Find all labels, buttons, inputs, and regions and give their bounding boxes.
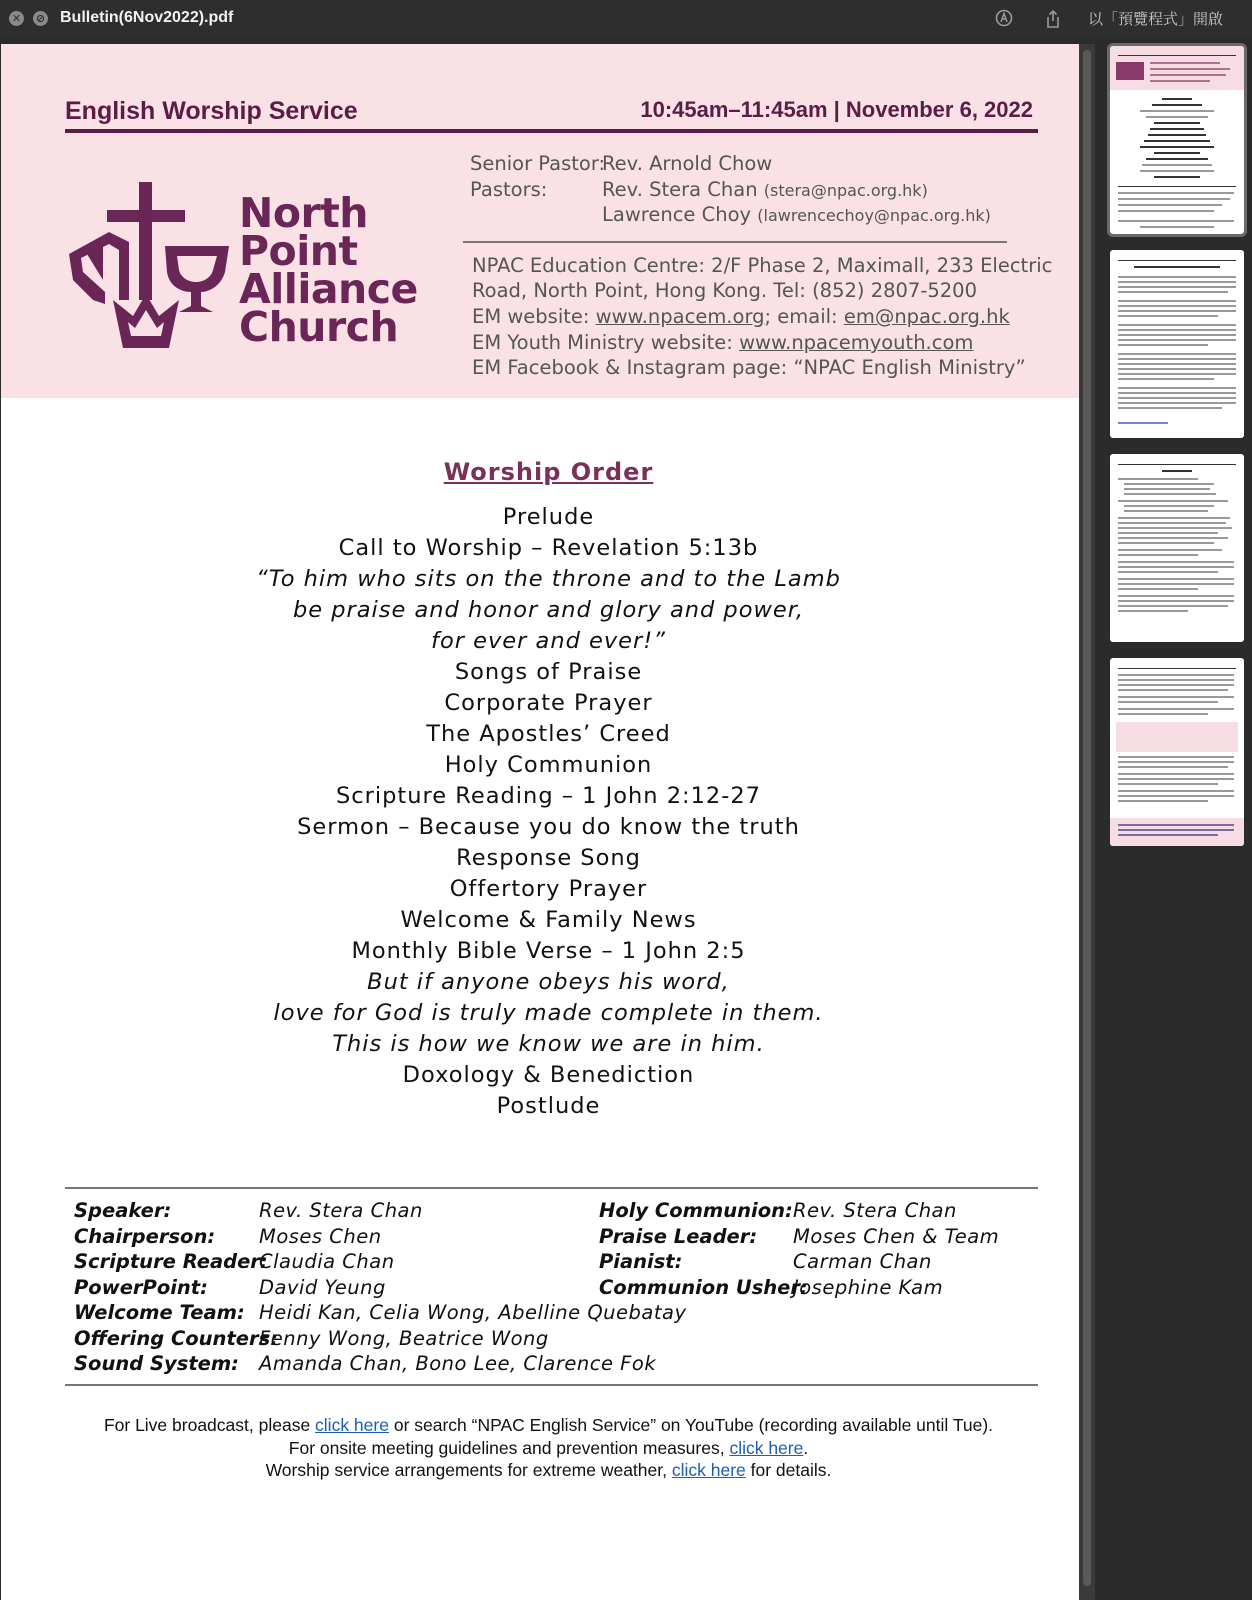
thumbnail-line [1140,146,1214,148]
role-label: Welcome Team: [74,1301,245,1324]
thumbnail-line [1118,679,1234,681]
document-title: Bulletin(6Nov2022).pdf [60,9,234,26]
thumbnail-line [1118,549,1222,551]
worship-order-heading: Worship Order [443,458,654,486]
thumbnail-line [1118,554,1198,556]
page-thumbnail-4[interactable] [1110,658,1244,846]
thumbnail-line [1140,170,1214,172]
thumbnail-line [1118,334,1236,336]
thumbnail-line [1118,532,1218,534]
role-person: Carman Chan [793,1250,932,1273]
thumbnail-line [1124,483,1214,485]
facebook-line: EM Facebook & Instagram page: “NPAC English Ministry” [472,356,1026,379]
page-thumbnail-1[interactable] [1110,46,1244,234]
thumbnail-line [1118,561,1234,563]
thumbnail-line [1118,324,1236,326]
thumbnail-line [1162,470,1192,472]
thumbnail-line [1118,500,1228,502]
scrollbar-thumb[interactable] [1083,50,1091,1586]
service-title: English Worship Service [65,97,358,125]
pastor-2 [602,203,991,226]
thumbnail-line [1140,226,1214,228]
thumbnail-line [1118,790,1234,792]
thumbnail-line [1118,674,1234,676]
thumbnail-highlight-box [1116,722,1238,752]
thumbnail-line [1150,74,1226,76]
footer-text: for details. [745,1460,832,1480]
worship-order-item: Offertory Prayer [449,876,648,902]
role-person: Amanda Chan, Bono Lee, Clarence Fok [259,1352,657,1375]
share-icon[interactable] [1043,9,1063,29]
role-label: Holy Communion: [599,1199,793,1222]
thumbnail-line [1124,505,1214,507]
thumbnail-line [1118,689,1228,691]
thumbnail-line [1118,578,1234,580]
thumbnail-line [1140,110,1214,112]
role-person: Moses Chen & Team [793,1224,1000,1248]
thumbnail-line [1118,344,1208,346]
thumbnail-line [1118,220,1234,222]
guidelines-link[interactable]: click here [729,1438,804,1458]
markup-icon[interactable] [994,9,1014,29]
open-in-preview-button[interactable]: 以「預覽程式」開啟 [1088,10,1224,28]
scripture-verse-line: for ever and ever!” [431,628,666,654]
footer-broadcast-line [1,1415,1079,1436]
minimize-icon[interactable]: ⊘ [33,11,48,26]
website-label: EM website: [472,305,596,328]
footer-text: For Live broadcast, please [103,1415,316,1435]
role-label: Scripture Reader: [74,1250,268,1273]
thumbnail-line [1154,122,1200,124]
church-logo-icon [69,182,229,348]
thumbnail-line [1146,158,1208,160]
role-label: Chairperson: [74,1224,216,1248]
scripture-verse-line: “To him who sits on the throne and to the Lamb [256,566,841,592]
header-divider [65,129,1038,133]
thumbnail-line [1118,701,1218,703]
thumbnail-line [1118,353,1236,355]
window-titlebar [0,0,1252,38]
thumbnail-line [1118,610,1188,612]
thumbnail-line [1118,566,1234,568]
thumbnail-line [1118,696,1234,698]
thumbnail-line [1118,537,1228,539]
role-label: Offering Counters: [74,1326,279,1350]
thumbnail-line [1124,488,1210,490]
thumbnail-line [1118,783,1218,785]
worship-order-item: Corporate Prayer [444,690,653,716]
worship-order-item: Scripture Reading – 1 John 2:12-27 [336,783,761,809]
thumbnail-line [1118,522,1226,524]
email-link[interactable]: em@npac.org.hk [843,305,1010,328]
thumbnail-line [1118,407,1222,409]
worship-order-item: Doxology & Benediction [402,1062,695,1088]
thumbnail-line [1118,464,1236,465]
thumbnail-line [1152,104,1202,106]
role-person: Josephine Kam [793,1275,944,1299]
thumbnail-line [1118,55,1236,56]
close-icon[interactable]: ✕ [9,11,24,26]
pastor-1 [602,178,928,201]
thumbnail-line [1150,80,1210,82]
pastor-2-email: (lawrencechoy@npac.org.hk) [757,206,991,225]
thumbnail-line [1118,795,1234,797]
thumbnail-line [1118,373,1236,375]
page-thumbnail-3[interactable] [1110,454,1244,642]
thumbnail-line [1118,276,1236,278]
pastor-1-name: Rev. Stera Chan [602,178,758,201]
thumbnail-logo [1116,62,1144,80]
email-label: ; email: [764,305,844,328]
footer-text: Worship service arrangements for extreme weather, [265,1460,672,1480]
thumbnail-line [1118,286,1236,288]
thumbnail-line [1154,176,1200,178]
role-person: Fenny Wong, Beatrice Wong [259,1326,549,1350]
page-thumbnail-2[interactable] [1110,250,1244,438]
thumbnail-line [1118,402,1236,404]
role-label: PowerPoint: [74,1275,208,1299]
logo-text-line: Alliance [239,265,418,313]
role-label: Communion Usher: [599,1275,808,1299]
thumbnail-line [1118,291,1228,293]
thumbnail-footer-box [1110,818,1244,846]
thumbnail-line [1118,668,1236,669]
website-link[interactable]: www.npacem.org [595,305,765,328]
worship-order-item: Prelude [502,504,595,530]
thumbnail-line [1118,281,1236,283]
footer-text: For onsite meeting guidelines and prevention measures, [288,1438,730,1458]
thumbnail-line [1142,164,1212,166]
thumbnail-line [1118,588,1198,590]
worship-order-item: Welcome & Family News [400,907,697,933]
worship-order-item: Sermon – Because you do know the truth [297,814,800,840]
contact-divider [463,241,1007,243]
roles-top-divider [65,1187,1038,1189]
thumbnail-line [1118,397,1236,399]
scripture-verse-line: This is how we know we are in him. [332,1031,765,1057]
logo-text-line: North [239,189,368,237]
thumbnail-line [1146,116,1208,118]
thumbnail-line [1118,260,1236,261]
pastor-2-name: Lawrence Choy [602,203,752,226]
senior-pastor-name: Rev. Arnold Chow [602,152,773,175]
thumbnail-line [1118,595,1234,597]
role-label: Sound System: [74,1352,239,1375]
weather-link[interactable]: click here [671,1460,746,1480]
thumbnail-line [1118,210,1214,212]
worship-order-item: Songs of Praise [454,659,643,685]
thumbnail-line [1150,62,1220,64]
broadcast-link[interactable]: click here [315,1415,389,1435]
scripture-verse-line: be praise and honor and glory and power, [292,597,805,623]
thumbnail-line [1118,766,1228,768]
page-thumbnail-sidebar [1100,38,1252,1600]
address-line: Road, North Point, Hong Kong. Tel: (852) 2807-5200 [472,279,977,302]
address-line: NPAC Education Centre: 2/F Phase 2, Maximall, 233 Electric [472,254,1053,277]
worship-order-item: Response Song [456,845,641,871]
footer-text: or search “NPAC English Service” on YouTube (recording available until Tue). [388,1415,994,1435]
thumbnail-line [1118,517,1230,519]
thumbnail-line [1118,761,1234,763]
logo-text-line: Point [239,227,358,275]
thumbnail-line [1162,98,1192,100]
footer-guidelines-line [1,1438,1079,1459]
thumbnail-line [1118,684,1234,686]
thumbnail-line [1118,315,1218,317]
role-person: David Yeung [259,1275,386,1299]
scripture-verse-line: But if anyone obeys his word, [367,969,730,995]
worship-order-item: Holy Communion [444,752,653,778]
roles-bottom-divider [65,1384,1038,1386]
pastors-label: Pastors: [470,178,548,201]
thumbnail-line [1150,68,1230,70]
footer-weather-line [1,1460,1079,1481]
senior-pastor-label: Senior Pastor: [470,152,606,175]
thumbnail-line [1118,713,1208,715]
thumbnail-line [1118,186,1236,187]
thumbnail-line [1118,392,1236,394]
thumbnail-line [1144,140,1210,142]
thumbnail-line [1124,493,1216,495]
worship-order-item: Monthly Bible Verse – 1 John 2:5 [351,938,746,964]
thumbnail-line [1118,368,1236,370]
thumbnail-line [1150,128,1204,130]
thumbnail-line [1118,600,1234,602]
role-person: Rev. Stera Chan [793,1199,957,1222]
thumbnail-line [1118,358,1236,360]
thumbnail-line [1118,378,1214,380]
role-person: Claudia Chan [259,1250,395,1273]
worship-order-item: The Apostles’ Creed [426,721,671,747]
logo-text-line: Church [239,303,399,351]
thumbnail-line [1118,300,1236,302]
youth-website-line [472,331,973,354]
bulletin-header [1,44,1079,398]
pastor-1-email: (stera@npac.org.hk) [763,181,928,200]
role-person: Rev. Stera Chan [259,1199,423,1222]
website-line [472,305,1010,328]
thumbnail-line [1118,708,1234,710]
thumbnail-line [1148,134,1206,136]
thumbnail-line [1118,192,1234,194]
thumbnail-line [1118,339,1236,341]
thumbnail-line [1154,152,1200,154]
thumbnail-line [1118,778,1234,780]
thumbnail-line [1118,363,1236,365]
thumbnail-line [1118,571,1218,573]
thumbnail-line [1118,305,1236,307]
thumbnail-line [1118,198,1230,200]
youth-website-label: EM Youth Ministry website: [472,331,740,354]
thumbnail-line [1124,510,1208,512]
thumbnail-line [1118,583,1234,585]
role-label: Pianist: [599,1250,683,1273]
thumbnail-line [1118,204,1222,206]
thumbnail-line [1118,773,1234,775]
thumbnail-line [1134,266,1220,268]
thumbnail-line [1118,387,1236,389]
thumbnail-line [1118,310,1236,312]
thumbnail-line [1118,527,1232,529]
thumbnail-line [1118,542,1214,544]
role-person: Moses Chen [259,1224,382,1248]
thumbnail-line [1118,329,1236,331]
thumbnail-line [1118,824,1234,826]
youth-website-link[interactable]: www.npacemyouth.com [739,331,974,354]
thumbnail-line [1118,829,1234,831]
scripture-verse-line: love for God is truly made complete in them. [273,1000,824,1026]
footer-text: . [803,1438,809,1458]
vertical-scrollbar[interactable] [1079,44,1095,1600]
thumbnail-line [1118,834,1218,836]
role-label: Praise Leader: [599,1224,758,1248]
thumbnail-line [1118,478,1198,480]
worship-order-item: Postlude [496,1093,601,1119]
thumbnail-line [1118,800,1208,802]
role-person: Heidi Kan, Celia Wong, Abelline Quebatay [259,1301,687,1324]
pdf-page [1,44,1079,1600]
thumbnail-line [1118,422,1168,424]
role-label: Speaker: [74,1199,172,1222]
thumbnail-line [1118,605,1228,607]
thumbnail-line [1118,756,1234,758]
service-time: 10:45am–11:45am | November 6, 2022 [640,97,1033,122]
worship-order-item: Call to Worship – Revelation 5:13b [338,535,759,561]
